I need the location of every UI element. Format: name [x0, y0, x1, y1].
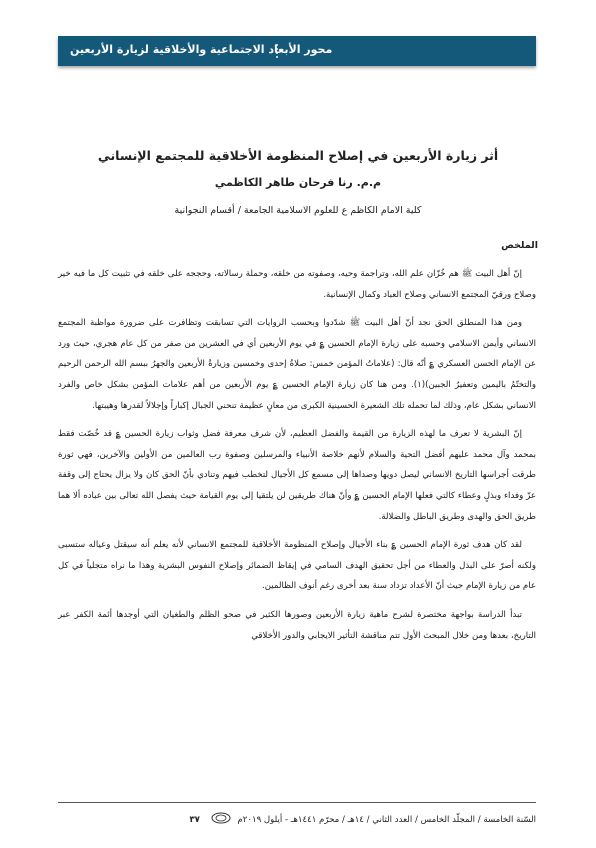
author-name: م.م. رنا فرحان طاهر الكاظمي	[214, 176, 382, 189]
footer-divider	[58, 802, 536, 803]
abstract-body	[58, 264, 536, 654]
page-number: ٣٧	[189, 815, 200, 825]
journal-seal-icon	[211, 812, 231, 827]
section-header-bar	[58, 36, 536, 66]
abstract-paragraph-1: إنّ أهل البيت ﷺ هم خُزّان علم الله، وتراجمة وحيه، وصفوته من خلقه، وحملة رسالاته، وحججه على خلقه في تثبيت كل ما فيه خير وصلاح ورقيّ المجتمع الانساني وصلاح العباد وكمال الإنسانية.	[58, 269, 536, 300]
section-header-title: محور الأبعاد الاجتماعية والأخلاقية لزيارة الأربعين	[70, 43, 333, 56]
page-footer	[58, 812, 536, 827]
abstract-paragraph-5: تبدأ الدراسة بواجهة مختصرة لشرح ماهية زيارة الأربعين وصورها الكثير في صحو الظلم والطغيان التي أوجدها أئمة الكفر عبر التاريخ، بعدها ومن خلال المبحث الأول تتم مناقشة التأثير الايجابي والدور الأخلاقي	[58, 609, 536, 641]
abstract-paragraph-4: لقد كان هدف ثورة الإمام الحسين ؏ بناء الأجيال وإصلاح المنظومة الأخلاقية للمجتمع الانساني لأنه يعلم أنه سيقتل وعياله ستسبى ولكنه أصرّ على البذل والعطاء من أجل تحقيق الهدف السامي في إيقاظ الضمائر وإصلاح النفوس البشرية وهذا ما نراه متجلياً في كل عام من زيارة الإمام حيث أنّ الأعداد تزداد سنة بعد أخرى رغم أنوف الظالمين.	[58, 540, 536, 592]
author-affiliation: كلية الامام الكاظم ع للعلوم الاسلامية الجامعة / أقسام النجوانية	[174, 205, 422, 216]
abstract-paragraph-3: إنّ البشرية لا تعرف ما لهذه الزيارة من القيمة والفضل العظيم، لأن شرف معرفة فضل وثواب زيارة الحسين ؏ قد خُصّت فقط بمحمد وآل محمد عليهم أفضل التحية والسلام لأنهم خلاصة الأنبياء والمرسلين وصفوة رب العالمين من الأولين والآخرين، فهي ثورة طرقت أجراسها التاريخ الانساني ليصل دويها وصداها إلى مسمع كل الأجيال لتخطب فيهم وتنادي بأنّ الحق كان ولا يزال يحتاج إلى وقفة عزّ وفداء وبذلٍ وعطاء كالتي فعلها الإمام الحسين ؏ وأنّ هناك طريقين لن يلتقيا إلى يوم القيامة حيث يفصل الله تعالى بين عباده ألا هما طريق الحق والهدى وطريق الباطل والضلالة.	[58, 429, 536, 522]
abstract-paragraph-2: ومن هذا المنطلق الحق نجد أنّ أهل البيت ﷺ شدّدوا وبحسب الروايات التي تسابقت وتظافرت على ضرورة مواظبة المجتمع الانساني وأيمن الاسلامي وحسبه على زيارة الإمام الحسين ؏ في يوم الأربعين أي في العشرين من صفر من كل عام هجري، حيث ورد عن الإمام الحسن العسكري ؏ أنّه قال: (علاماتُ المؤمن خمس: صلاةُ إحدى وخمسين وزيارةُ الأربعين والجهرُ ببسم الله الرحمن الرحيم والتختّمُ باليمين وتعفيرُ الجبين)(١). ومن هنا كان زيارة الإمام الحسين ؏ يوم الأربعين من أهم علامات المؤمن بشكل خاص والفرد الانساني بشكل عام، وذلك لما تحمله تلك الشعيرة الحسينية الكبرى من معانٍ عظيمة تنحني الجبال إكباراً وإجلالاً لقدرها وهيبتها.	[58, 318, 536, 411]
abstract-heading: الملخص	[501, 240, 538, 251]
article-title: أثر زيارة الأربعين في إصلاح المنظومة الأخلاقية للمجتمع الإنساني	[97, 148, 499, 163]
footer-citation: السّنة الخامسة / المجلّد الخامس / العدد الثاني / ١٤هـ / محرّم ١٤٤١هـ - أيلول ٢٠١٩م	[237, 815, 536, 825]
